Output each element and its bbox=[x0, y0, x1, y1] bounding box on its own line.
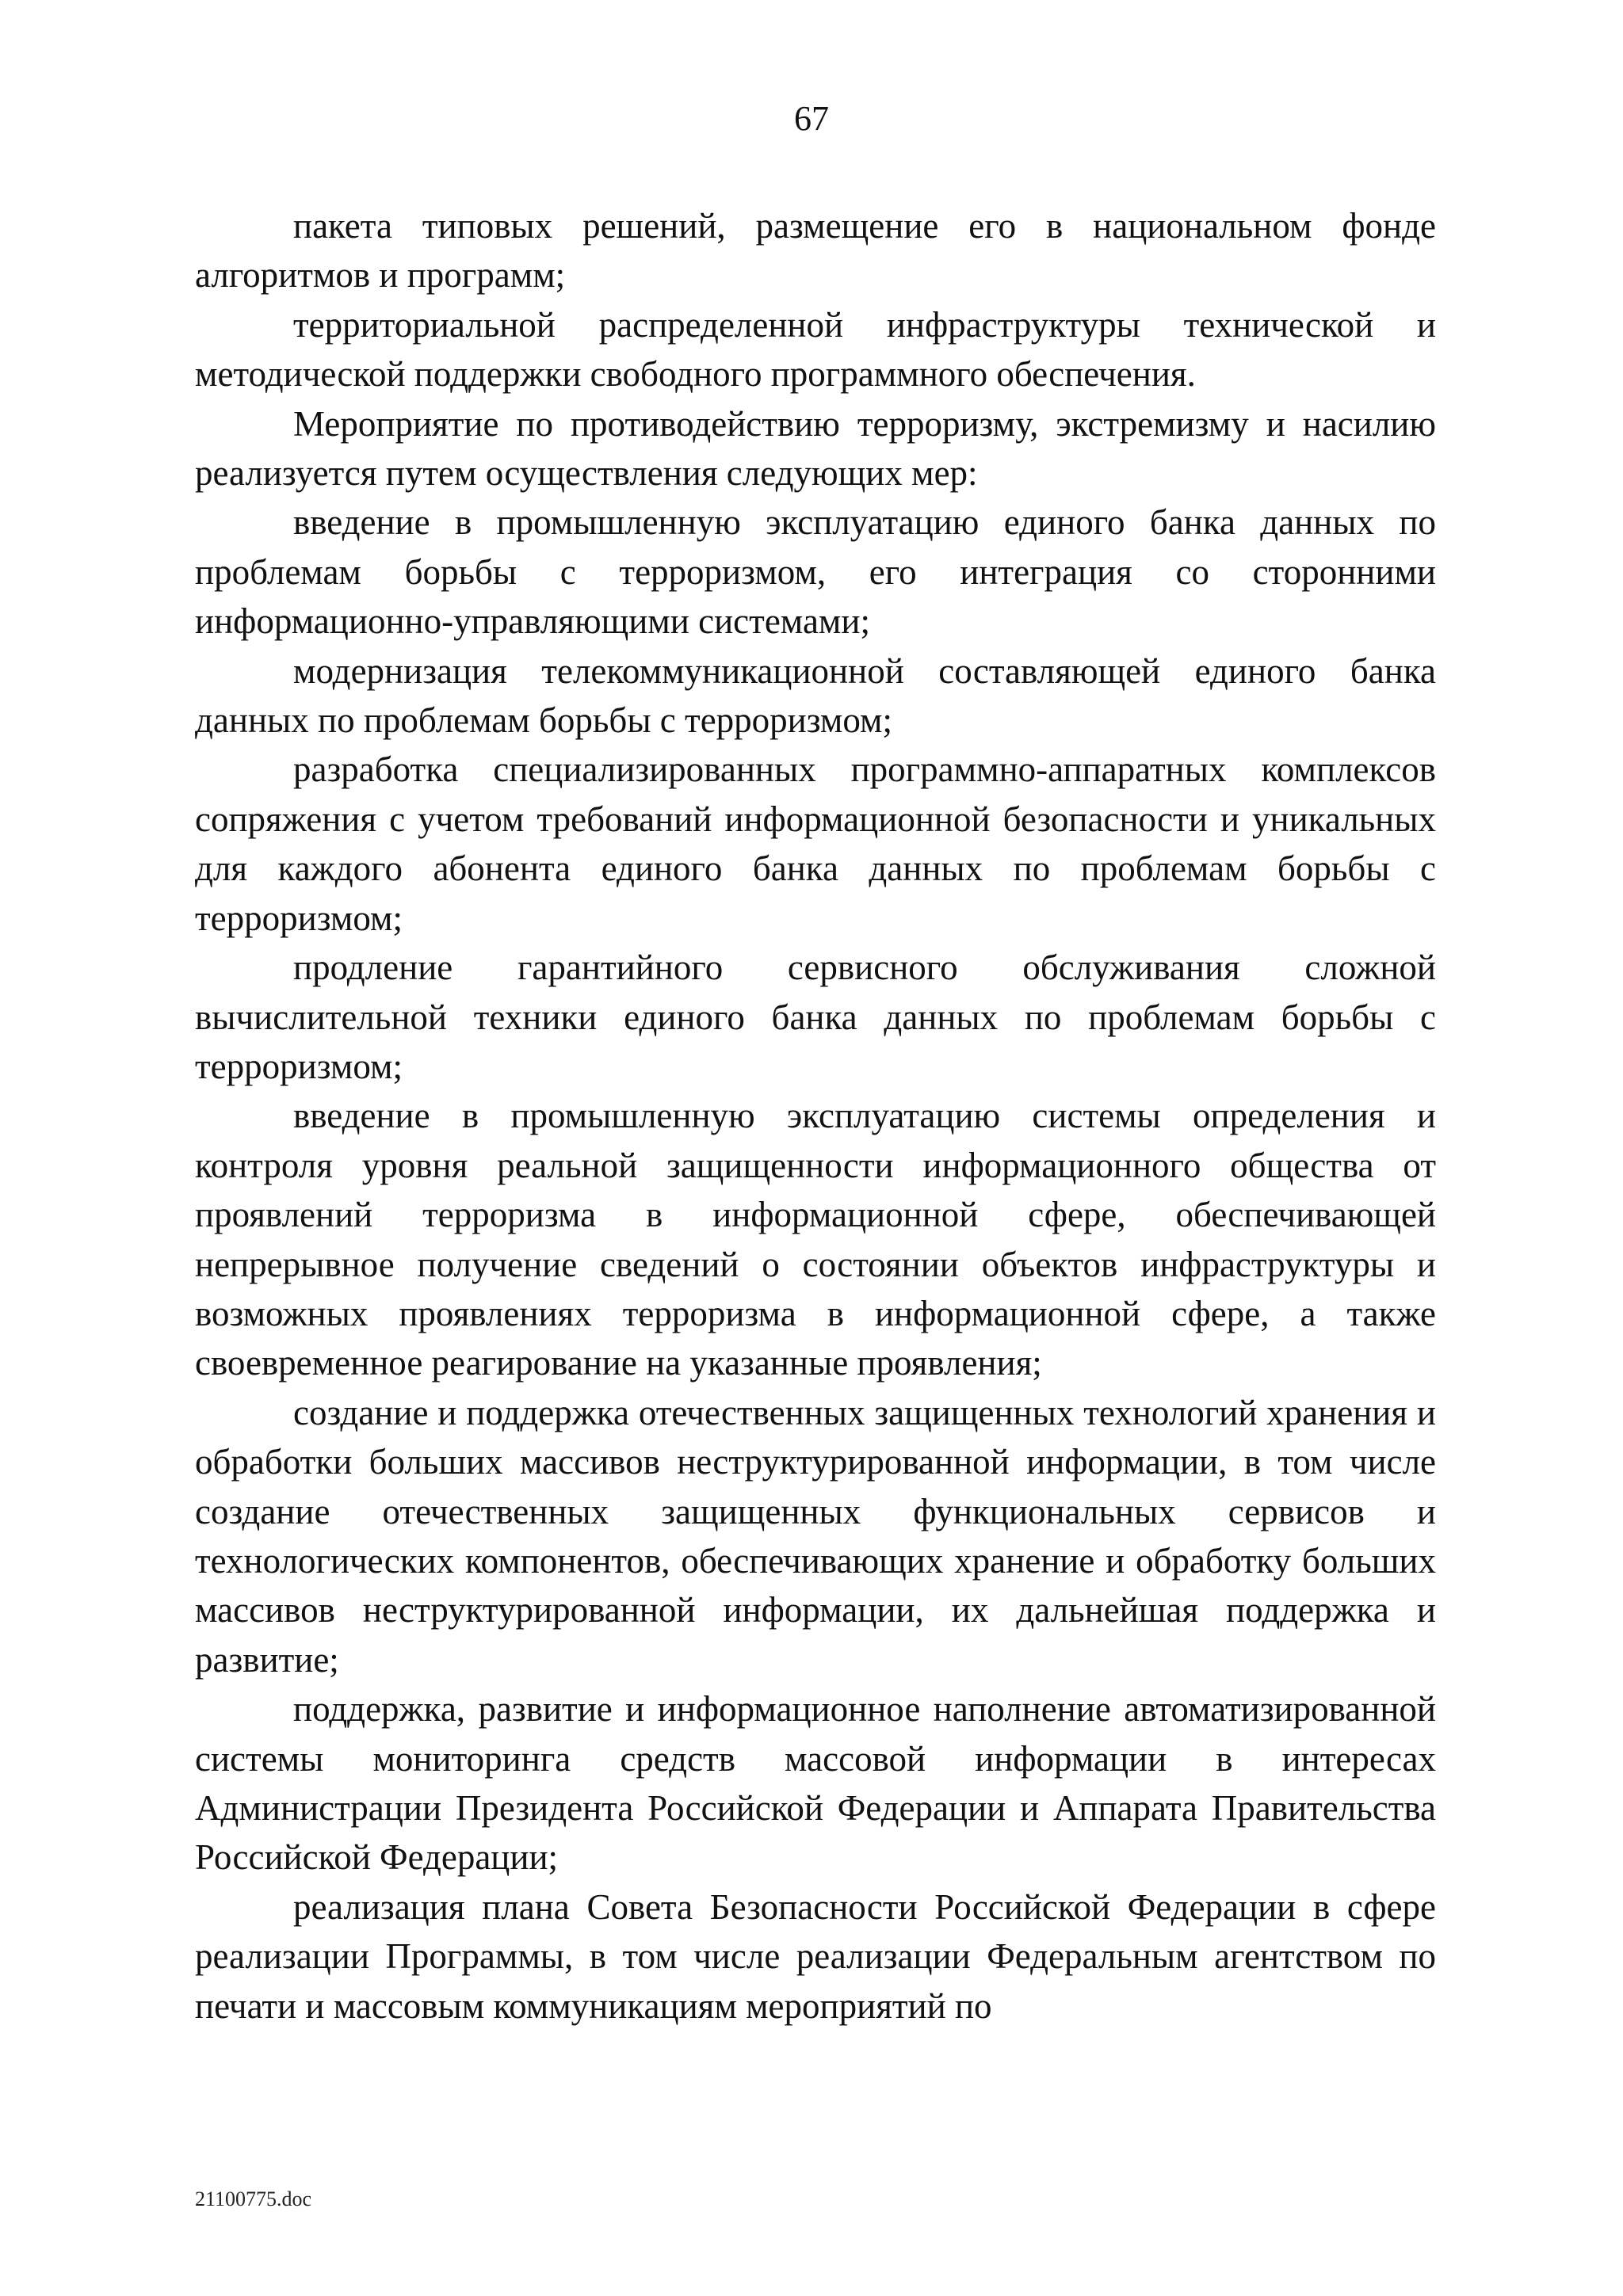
page-number: 67 bbox=[794, 99, 829, 138]
paragraph: пакета типовых решений, размещение его в национальном фонде алгоритмов и программ; bbox=[195, 206, 1436, 296]
paragraph: введение в промышленную эксплуатацию единого банка данных по проблемам борьбы с терроризмом, его интеграция со сторонними информационно-управляющими системами; bbox=[195, 502, 1436, 642]
paragraph: Мероприятие по противодействию терроризму, экстремизму и насилию реализуется путем осуществления следующих мер: bbox=[195, 403, 1436, 494]
paragraph: введение в промышленную эксплуатацию системы определения и контроля уровня реальной защищенности информационного общества от проявлений терроризма в информационной сфере, обеспечивающей непрерывное получение сведений о состоянии объектов инфраструктуры и возможных проявлениях терроризма в информационной сфере, а также своевременное реагирование на указанные проявления; bbox=[195, 1096, 1436, 1383]
paragraph: территориальной распределенной инфраструктуры технической и методической поддержки свободного программного обеспечения. bbox=[195, 304, 1436, 395]
paragraph: продление гарантийного сервисного обслуживания сложной вычислительной техники единого банка данных по проблемам борьбы с терроризмом; bbox=[195, 948, 1436, 1086]
paragraph: разработка специализированных программно-аппаратных комплексов сопряжения с учетом требований информационной безопасности и уникальных для каждого абонента единого банка данных по проблемам борьбы с терроризмом; bbox=[195, 749, 1436, 938]
paragraph: поддержка, развитие и информационное наполнение автоматизированной системы мониторинга средств массовой информации в интересах Администрации Президента Российской Федерации и Аппарата Правительства Российской Федерации; bbox=[195, 1689, 1436, 1878]
document-body bbox=[195, 201, 1436, 2031]
footer-document-id: 21100775.doc bbox=[195, 2187, 312, 2210]
paragraph: реализация плана Совета Безопасности Российской Федерации в сфере реализации Программы, в том числе реализации Федеральным агентством по печати и массовым коммуникациям мероприятий по bbox=[195, 1886, 1436, 2026]
paragraph: модернизация телекоммуникационной составляющей единого банка данных по проблемам борьбы с терроризмом; bbox=[195, 650, 1436, 741]
paragraph: создание и поддержка отечественных защищенных технологий хранения и обработки больших массивов неструктурированной информации, в том числе создание отечественных защищенных функциональных сервисов и технологических компонентов, обеспечивающих хранение и обработку больших массивов неструктурированной информации, их дальнейшая поддержка и развитие; bbox=[195, 1392, 1436, 1680]
